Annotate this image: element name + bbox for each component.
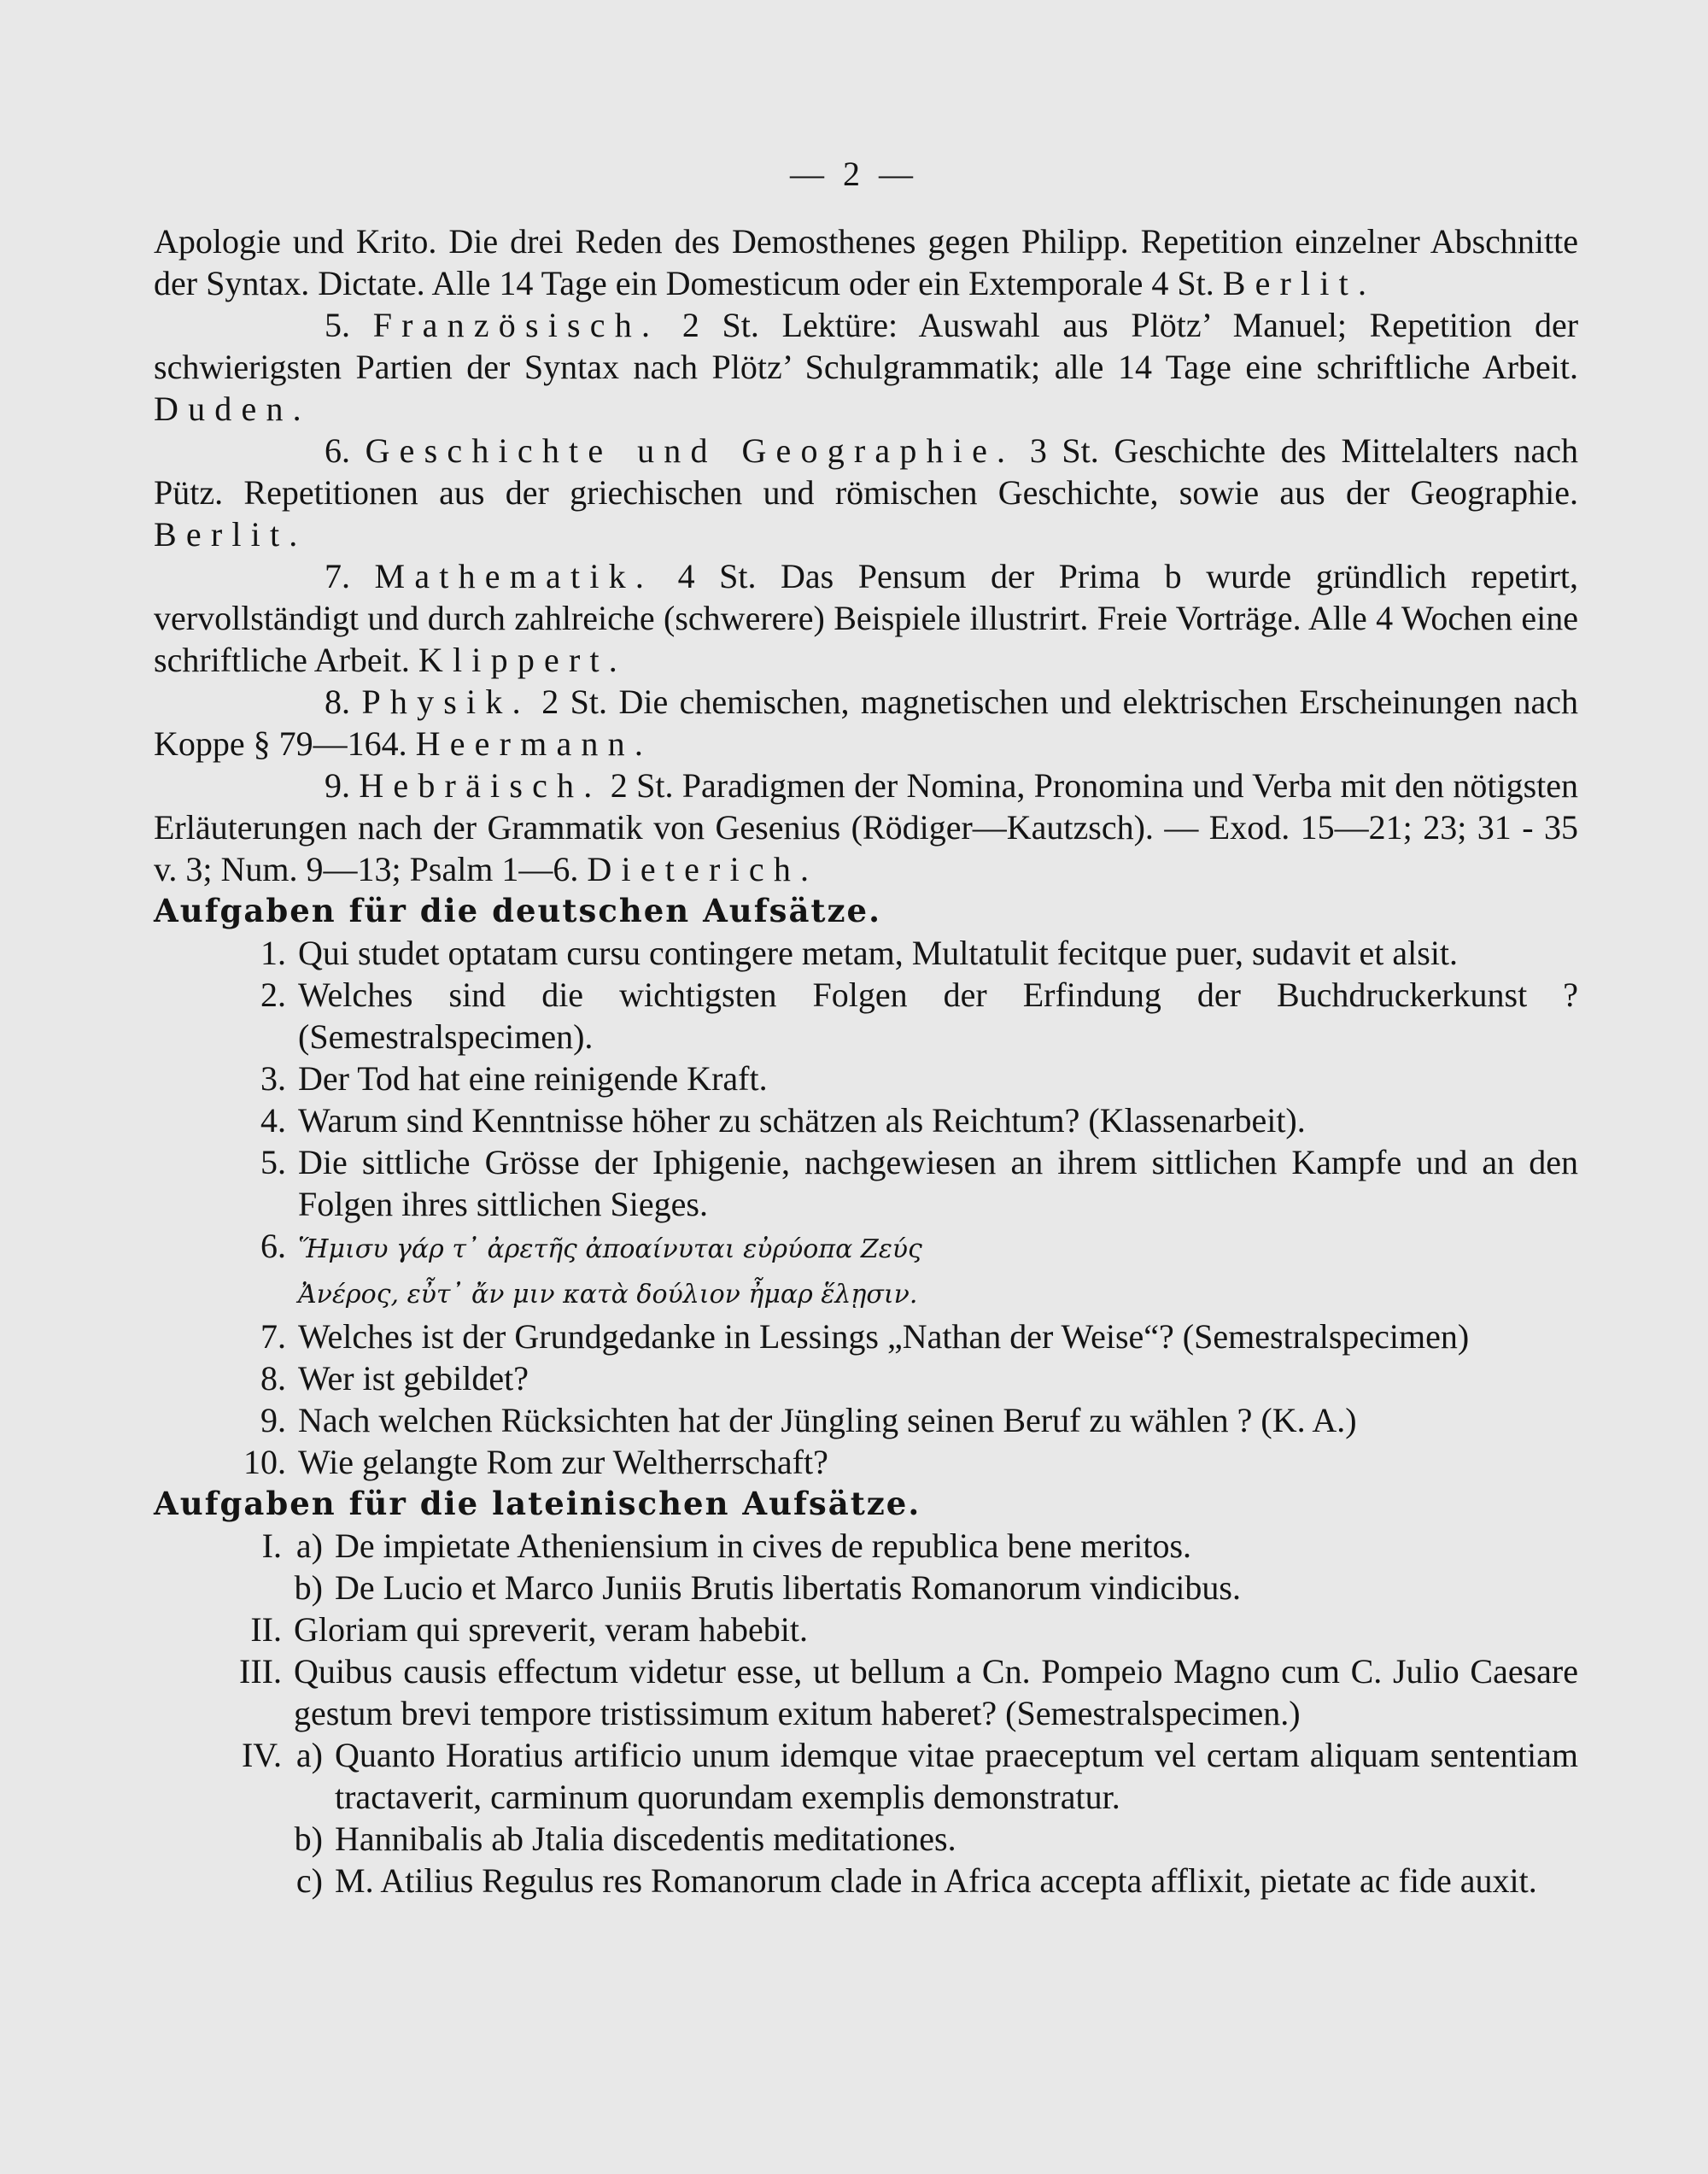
item-text: Quibus causis effectum videtur esse, ut bellum a Cn. Pompeio Magno cum C. Julio Caesare gestum brevi tempore tristissimum exitum haberet? (Semestralspecimen.): [294, 1652, 1578, 1732]
subject-number: 7.: [325, 557, 350, 595]
item-number: III.: [239, 1652, 282, 1691]
german-essays-heading: Aufgaben für die deutschen Aufsätze.: [154, 892, 881, 929]
greek-verse-line: Ἥμισυ γάρ τ᾽ ἀρετῆς ἀποαίνυται εὐρύοπα Ζεύς: [298, 1234, 922, 1264]
teacher-name: Duden.: [154, 390, 311, 428]
item-number: 10.: [243, 1443, 286, 1481]
list-item: [154, 1316, 1578, 1357]
greek-verse-line: Ἀνέρος, εὖτ᾽ ἄν μιν κατὰ δούλιον ἦμαρ ἕλῃσιν.: [298, 1280, 918, 1310]
list-item: [154, 932, 1578, 974]
item-number: I.: [261, 1526, 282, 1565]
item-number: 3.: [260, 1059, 286, 1098]
list-item: [154, 1058, 1578, 1099]
list-item: [154, 1567, 1578, 1609]
teacher-name: Heermann.: [415, 724, 653, 763]
item-text: Welches ist der Grundgedanke in Lessings „Nathan der Weise“? (Semestralspecimen): [298, 1317, 1470, 1356]
list-item: [154, 1609, 1578, 1650]
list-item: [154, 1399, 1578, 1441]
item-text: Qui studet optatam cursu contingere metam, Multatulit fecitque puer, sudavit et alsit.: [298, 934, 1459, 972]
item-text: Quanto Horatius artificio unum idemque vitae praeceptum vel certam aliquam sententiam tractaverit, carminum quorundam exemplis demonstratur.: [335, 1736, 1578, 1816]
item-number: 4.: [260, 1101, 286, 1140]
item-number: 9.: [260, 1401, 286, 1439]
paragraph-text: 2 St. Paradigmen der Nomina, Pronomina und Verba mit den nötigsten Erläuterungen nach der Grammatik von Gesenius (Rödiger—Kautzsch). — Exod. 15—21; 23; 31 - 35 v. 3; Num. 9—13; Psalm 1—6.: [154, 766, 1579, 888]
item-number: 8.: [260, 1359, 286, 1398]
latin-essays-heading: Aufgaben für die lateinischen Aufsätze.: [154, 1485, 921, 1522]
subject-number: 6.: [325, 431, 350, 470]
sub-label: b): [294, 1568, 323, 1607]
teacher-name: Berlit.: [1222, 264, 1377, 302]
paragraph-text: 2 St. Die chemischen, magnetischen und elektrischen Erscheinungen nach Koppe § 79—164.: [154, 683, 1578, 763]
item-text: Wie gelangte Rom zur Weltherrschaft?: [298, 1443, 828, 1481]
item-number: 6.: [260, 1227, 286, 1265]
sub-label: c): [295, 1861, 323, 1900]
item-text: Nach welchen Rücksichten hat der Jüngling seinen Beruf zu wählen ? (K. A.): [298, 1401, 1357, 1439]
subject-title: Geschichte und Geographie.: [365, 431, 1015, 470]
list-item: [154, 1357, 1578, 1399]
paragraph-text: 4 St. Das Pensum der Prima b wurde gründlich repetirt, vervollständigt und durch zahlreiche (schwerere) Beispiele illustrirt. Freie Vorträge. Alle 4 Wochen eine schriftliche Arbeit.: [154, 557, 1579, 679]
item-text: Hannibalis ab Jtalia discedentis meditationes.: [335, 1819, 956, 1858]
sub-label: a): [295, 1526, 323, 1565]
subject-number: 5.: [325, 306, 350, 344]
item-number: IV.: [241, 1736, 282, 1774]
list-item: [154, 1734, 1578, 1818]
item-text: Die sittliche Grösse der Iphigenie, nachgewiesen an ihrem sittlichen Kampfe und an den Folgen ihres sittlichen Sieges.: [298, 1143, 1578, 1223]
list-item: [154, 1818, 1578, 1860]
page-number: — 2 —: [790, 155, 918, 193]
list-item: [154, 1650, 1578, 1734]
paragraph-mathematics: [154, 555, 1578, 681]
teacher-name: Berlit.: [154, 515, 307, 554]
paragraph-french: [154, 304, 1578, 430]
item-text: Warum sind Kenntnisse höher zu schätzen als Reichtum? (Klassenarbeit).: [298, 1101, 1306, 1140]
subject-number: 8.: [325, 683, 350, 721]
paragraph-greek-continuation: [154, 220, 1578, 304]
page-content: [154, 220, 1578, 1902]
paragraph-hebrew: [154, 765, 1578, 890]
item-number: 7.: [260, 1317, 286, 1356]
list-item: [154, 1099, 1578, 1141]
item-number: 5.: [260, 1143, 286, 1181]
item-text: Welches sind die wichtigsten Folgen der Erfindung der Buchdruckerkunst ? (Semestralspecimen).: [298, 976, 1578, 1056]
item-number: II.: [250, 1610, 282, 1649]
item-text: M. Atilius Regulus res Romanorum clade in Africa accepta afflixit, pietate ac fide auxit.: [335, 1861, 1537, 1900]
subject-title: Hebräisch.: [359, 766, 602, 805]
sub-label: a): [295, 1736, 323, 1774]
teacher-name: Klippert.: [418, 641, 628, 679]
list-item: [154, 1525, 1578, 1567]
item-text: [286, 1225, 1578, 1316]
subject-number: 9.: [325, 766, 350, 805]
paragraph-text: 3 St. Geschichte des Mittelalters nach Pütz. Repetitionen aus der griechischen und römischen Geschichte, sowie aus der Geographie.: [154, 431, 1579, 512]
list-item: [154, 1225, 1578, 1316]
paragraph-text: 2 St. Lektüre: Auswahl aus Plötz’ Manuel; Repetition der schwierigsten Partien der Syntax nach Plötz’ Schulgrammatik; alle 14 Tage eine schriftliche Arbeit.: [154, 306, 1579, 386]
item-text: De Lucio et Marco Juniis Brutis libertatis Romanorum vindicibus.: [335, 1568, 1241, 1607]
list-item: [154, 1441, 1578, 1483]
subject-title: Physik.: [361, 683, 530, 721]
sub-label: b): [294, 1819, 323, 1858]
item-text: De impietate Atheniensium in cives de republica bene meritos.: [335, 1526, 1192, 1565]
item-number: 1.: [260, 934, 286, 972]
item-text: Gloriam qui spreverit, veram habebit.: [294, 1610, 809, 1649]
german-topics-list: [154, 932, 1578, 1483]
list-item: [154, 1141, 1578, 1225]
paragraph-text: Apologie und Krito. Die drei Reden des Demosthenes gegen Philipp. Repetition einzelner Abschnitte der Syntax. Dictate. Alle 14 Tage ein Domesticum oder ein Extemporale 4 St.: [154, 222, 1578, 302]
item-number: 2.: [260, 976, 286, 1014]
list-item: [154, 1860, 1578, 1902]
subject-title: Französisch.: [372, 306, 660, 344]
list-item: [154, 974, 1578, 1058]
latin-topics-list: [154, 1525, 1578, 1902]
item-text: Wer ist gebildet?: [298, 1359, 529, 1398]
teacher-name: Dieterich.: [587, 850, 819, 888]
paragraph-history: [154, 430, 1578, 555]
subject-title: Mathematik.: [374, 557, 654, 595]
paragraph-physics: [154, 681, 1578, 765]
item-text: Der Tod hat eine reinigende Kraft.: [298, 1059, 768, 1098]
